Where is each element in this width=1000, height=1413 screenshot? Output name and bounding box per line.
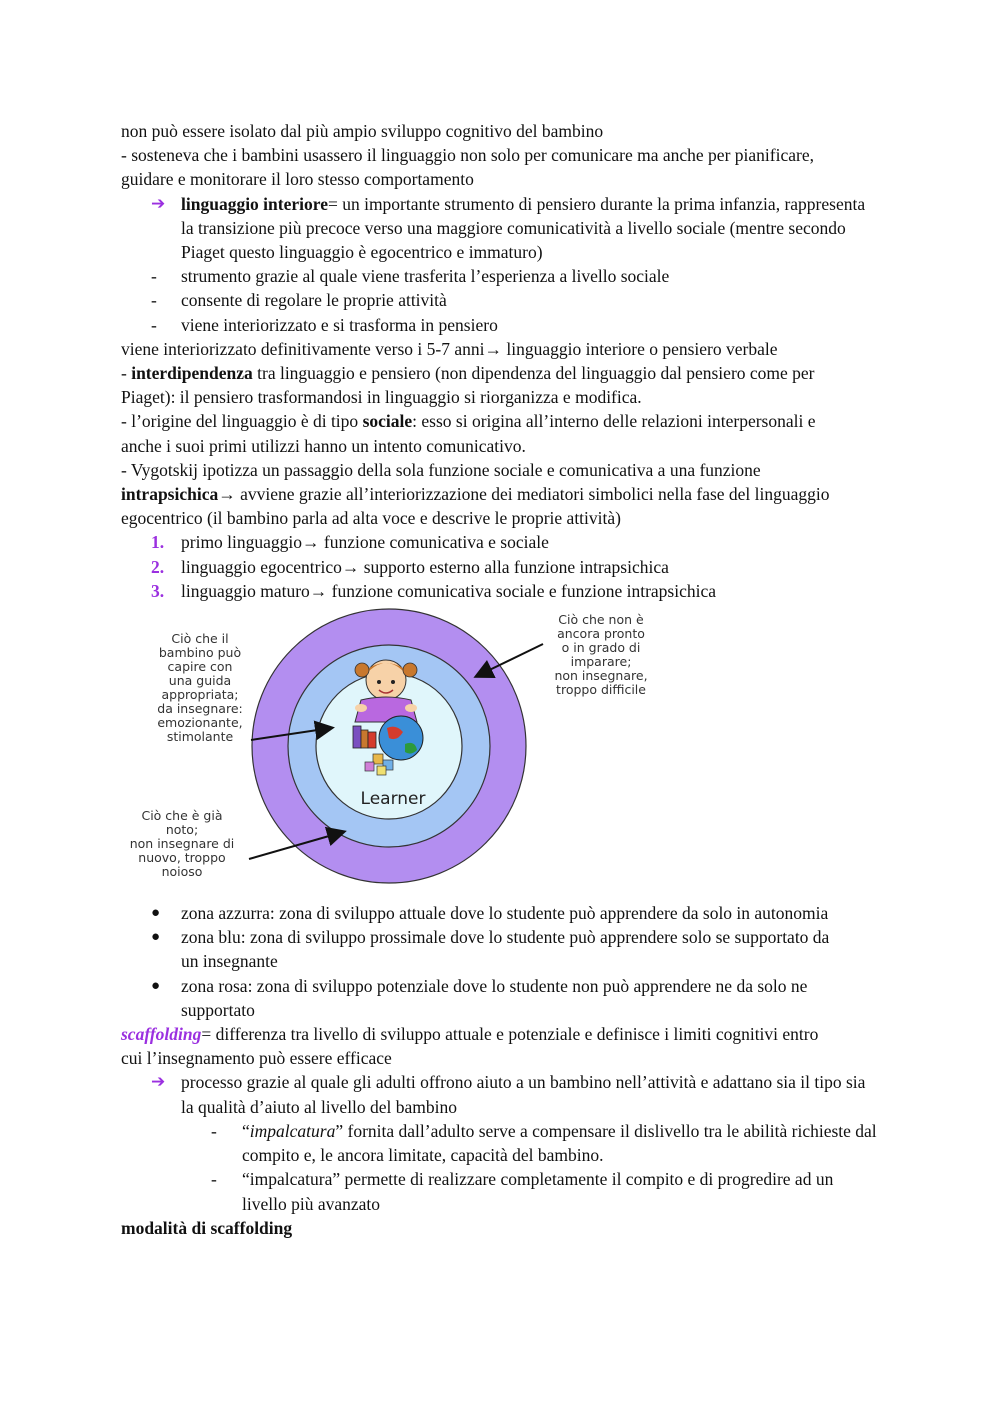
- item-text: = un importante strumento di pensiero durante la prima infanzia, rappresenta la transizione più precoce verso una maggiore comunicatività a livello sociale (mentre secondo Piaget questo linguaggio è egocentrico e immaturo): [181, 193, 866, 263]
- item-text: processo grazie al quale gli adulti offrono aiuto a un bambino nell’attività e adattano sia il tipo sia la qualità d’aiuto al livello del bambino: [181, 1072, 866, 1117]
- arrow-icon: ➔: [151, 193, 166, 214]
- term-bold: sociale: [362, 411, 413, 432]
- item-text: zona rosa: zona di sviluppo potenziale dove lo studente non può apprendere ne da solo ne supportato: [181, 975, 808, 1020]
- term-scaffolding: scaffolding: [121, 1024, 202, 1045]
- item-text: viene interiorizzato e si trasforma in pensiero: [181, 314, 498, 335]
- arrow-icon: ➔: [151, 1072, 166, 1093]
- dash-item: [121, 288, 881, 312]
- dash-marker: -: [151, 266, 157, 287]
- globe-icon: [379, 716, 423, 760]
- term-bold: linguaggio interiore: [181, 193, 328, 214]
- arrow-item-linguaggio: [121, 192, 881, 265]
- dash-marker: -: [211, 1169, 217, 1190]
- item-text: primo linguaggio→ funzione comunicativa e sociale: [181, 532, 549, 553]
- bullet-marker: ●: [151, 977, 161, 994]
- bullet-item: [121, 925, 881, 973]
- dash-marker: -: [211, 1120, 217, 1141]
- bullet-item: [121, 974, 881, 1022]
- dash-item: [121, 313, 881, 337]
- paragraph: intrapsichica→ avviene grazie all’interiorizzazione dei mediatori simbolici nella fase del linguaggio egocentrico (il bambino parla ad alta voce e descrive le proprie attività): [121, 484, 830, 529]
- number-marker: 1.: [151, 532, 165, 553]
- item-text: linguaggio maturo→ funzione comunicativa sociale e funzione intrapsichica: [181, 580, 717, 601]
- paragraph: scaffolding= differenza tra livello di sviluppo attuale e potenziale e definisce i limiti cognitivi entro cui l’insegnamento può essere efficace: [121, 1024, 819, 1069]
- item-text: strumento grazie al quale viene trasferita l’esperienza a livello sociale: [181, 266, 670, 287]
- numbered-item: [121, 555, 881, 579]
- dash-marker: -: [151, 290, 157, 311]
- item-text: consente di regolare le proprie attività: [181, 290, 447, 311]
- paragraph: - Vygotskij ipotizza un passaggio della sola funzione sociale e comunicativa a una funzione: [121, 459, 761, 480]
- section-heading: modalità di scaffolding: [121, 1217, 293, 1238]
- item-text: zona azzurra: zona di sviluppo attuale dove lo studente può apprendere da solo in autonomia: [181, 903, 829, 924]
- numbered-item: [121, 579, 881, 603]
- bullet-marker: ●: [151, 905, 161, 922]
- label-proximal-zone: Ciò che il bambino può capire con una guida appropriata; da insegnare: emozionante, stimolante: [157, 631, 243, 744]
- dash-item: [121, 264, 881, 288]
- paragraph: viene interiorizzato definitivamente verso i 5-7 anni→ linguaggio interiore o pensiero verbale: [121, 338, 778, 359]
- item-text: linguaggio egocentrico→ supporto esterno alla funzione intrapsichica: [181, 556, 669, 577]
- zpd-figure: [121, 604, 681, 889]
- bullet-marker: ●: [151, 929, 161, 946]
- numbered-item: [121, 530, 881, 554]
- sub-dash-item: [121, 1119, 881, 1167]
- learner-label: Learner: [360, 789, 426, 809]
- number-marker: 2.: [151, 556, 165, 577]
- arrow-item-processo: [121, 1070, 881, 1118]
- term-bold: interdipendenza: [131, 363, 253, 384]
- bullet-item: [121, 901, 881, 925]
- label-potential-zone: Ciò che non è ancora pronto o in grado di imparare; non insegnare, troppo difficile: [554, 612, 648, 697]
- label-actual-zone: Ciò che è già noto; non insegnare di nuovo, troppo noioso: [129, 808, 235, 879]
- paragraph: - sosteneva che i bambini usassero il linguaggio non solo per comunicare ma anche per pianificare, guidare e monitorare il loro stesso comportamento: [121, 145, 814, 190]
- item-text: “impalcatura” fornita dall’adulto serve a compensare il dislivello tra le abilità richieste dal compito e, le ancora limitate, capacità del bambino.: [242, 1120, 877, 1166]
- item-text: “impalcatura” permette di realizzare completamente il compito e di progredire ad un livello più avanzato: [242, 1169, 834, 1214]
- dash-marker: -: [151, 314, 157, 335]
- item-text: zona blu: zona di sviluppo prossimale dove lo studente può apprendere solo se supportato da un insegnante: [181, 927, 830, 972]
- number-marker: 3.: [151, 580, 165, 601]
- paragraph: - interdipendenza tra linguaggio e pensiero (non dipendenza del linguaggio dal pensiero come per Piaget): il pensiero trasformandosi in linguaggio si riorganizza e modifica.: [121, 363, 815, 408]
- paragraph: non può essere isolato dal più ampio sviluppo cognitivo del bambino: [121, 121, 604, 141]
- term-bold: intrapsichica: [121, 484, 219, 505]
- paragraph: - l’origine del linguaggio è di tipo sociale: esso si origina all’interno delle relazioni interpersonali e anche i suoi primi utilizzi hanno un intento comunicativo.: [121, 411, 816, 456]
- sub-dash-item: [121, 1167, 881, 1215]
